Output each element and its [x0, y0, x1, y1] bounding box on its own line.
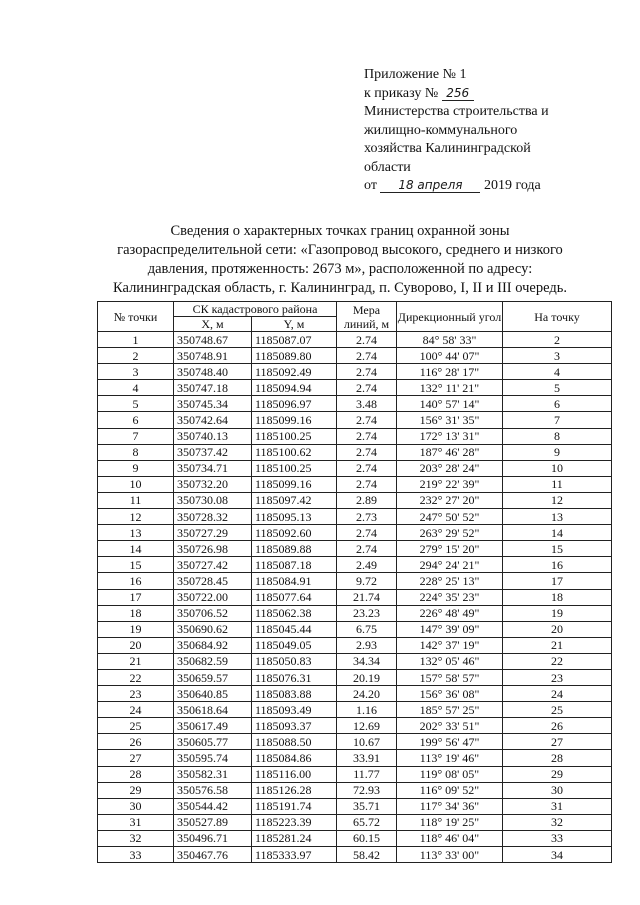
- cell-point: 14: [98, 541, 174, 557]
- header-point-number: № точки: [98, 302, 174, 332]
- table-row: [98, 380, 612, 396]
- cell-y: 1185089.80: [252, 348, 337, 364]
- cell-direction: 117° 34' 36": [397, 798, 503, 814]
- cell-point: 21: [98, 653, 174, 669]
- table-row: [98, 734, 612, 750]
- cell-to-point: 7: [503, 412, 612, 428]
- table-row: [98, 637, 612, 653]
- cell-y: 1185084.86: [252, 750, 337, 766]
- cell-y: 1185100.62: [252, 444, 337, 460]
- cell-to-point: 23: [503, 669, 612, 685]
- table-row: [98, 814, 612, 830]
- cell-point: 28: [98, 766, 174, 782]
- cell-to-point: 25: [503, 702, 612, 718]
- ministry-line-4: области: [364, 159, 411, 175]
- cell-y: 1185062.38: [252, 605, 337, 621]
- cell-y: 1185093.37: [252, 718, 337, 734]
- cell-point: 9: [98, 460, 174, 476]
- cell-x: 350576.58: [174, 782, 252, 798]
- cell-x: 350740.13: [174, 428, 252, 444]
- cell-measure: 2.74: [337, 525, 397, 541]
- cell-measure: 60.15: [337, 830, 397, 846]
- cell-direction: 185° 57' 25": [397, 702, 503, 718]
- cell-y: 1185333.97: [252, 847, 337, 863]
- cell-x: 350617.49: [174, 718, 252, 734]
- cell-measure: 2.74: [337, 348, 397, 364]
- cell-to-point: 18: [503, 589, 612, 605]
- cell-measure: 2.74: [337, 444, 397, 460]
- cell-point: 29: [98, 782, 174, 798]
- header-line-measure: Мера линий, м: [337, 302, 397, 332]
- cell-point: 13: [98, 525, 174, 541]
- cell-point: 5: [98, 396, 174, 412]
- cell-x: 350747.18: [174, 380, 252, 396]
- cell-point: 23: [98, 686, 174, 702]
- cell-y: 1185093.49: [252, 702, 337, 718]
- cell-direction: 119° 08' 05": [397, 766, 503, 782]
- table-row: [98, 653, 612, 669]
- cell-direction: 116° 28' 17": [397, 364, 503, 380]
- table-row: [98, 412, 612, 428]
- title-line-2: газораспределительной сети: «Газопровод высокого, среднего и низкого: [117, 242, 563, 258]
- cell-point: 18: [98, 605, 174, 621]
- cell-x: 350682.59: [174, 653, 252, 669]
- cell-y: 1185099.16: [252, 476, 337, 492]
- cell-x: 350605.77: [174, 734, 252, 750]
- cell-x: 350728.45: [174, 573, 252, 589]
- cell-point: 15: [98, 557, 174, 573]
- header-cadastral-system: СК кадастрового района: [174, 302, 337, 317]
- cell-y: 1185087.18: [252, 557, 337, 573]
- cell-y: 1185092.60: [252, 525, 337, 541]
- cell-x: 350728.32: [174, 509, 252, 525]
- cell-direction: 219° 22' 39": [397, 476, 503, 492]
- cell-y: 1185092.49: [252, 364, 337, 380]
- cell-direction: 187° 46' 28": [397, 444, 503, 460]
- appendix-block: [364, 66, 614, 196]
- cell-measure: 2.74: [337, 380, 397, 396]
- cell-direction: 199° 56' 47": [397, 734, 503, 750]
- cell-x: 350742.64: [174, 412, 252, 428]
- table-body: [98, 332, 612, 863]
- title-line-3: давления, протяженность: 2673 м», расположенной по адресу:: [147, 261, 533, 277]
- table-row: [98, 718, 612, 734]
- table-row: [98, 557, 612, 573]
- cell-x: 350734.71: [174, 460, 252, 476]
- cell-direction: 142° 37' 19": [397, 637, 503, 653]
- cell-point: 27: [98, 750, 174, 766]
- cell-y: 1185088.50: [252, 734, 337, 750]
- cell-point: 7: [98, 428, 174, 444]
- cell-measure: 35.71: [337, 798, 397, 814]
- cell-to-point: 10: [503, 460, 612, 476]
- cell-x: 350748.40: [174, 364, 252, 380]
- cell-to-point: 27: [503, 734, 612, 750]
- cell-direction: 228° 25' 13": [397, 573, 503, 589]
- table-row: [98, 766, 612, 782]
- cell-point: 6: [98, 412, 174, 428]
- cell-to-point: 29: [503, 766, 612, 782]
- cell-y: 1185126.28: [252, 782, 337, 798]
- cell-direction: 140° 57' 14": [397, 396, 503, 412]
- cell-measure: 12.69: [337, 718, 397, 734]
- cell-x: 350582.31: [174, 766, 252, 782]
- cell-point: 33: [98, 847, 174, 863]
- cell-measure: 10.67: [337, 734, 397, 750]
- table-row: [98, 396, 612, 412]
- cell-to-point: 14: [503, 525, 612, 541]
- cell-to-point: 2: [503, 332, 612, 348]
- cell-direction: 113° 33' 00": [397, 847, 503, 863]
- header-x: X, м: [174, 317, 252, 332]
- order-prefix: к приказу №: [364, 85, 439, 101]
- cell-y: 1185087.07: [252, 332, 337, 348]
- cell-x: 350732.20: [174, 476, 252, 492]
- cell-point: 31: [98, 814, 174, 830]
- cell-measure: 24.20: [337, 686, 397, 702]
- cell-x: 350727.42: [174, 557, 252, 573]
- cell-measure: 1.16: [337, 702, 397, 718]
- cell-x: 350745.34: [174, 396, 252, 412]
- cell-x: 350527.89: [174, 814, 252, 830]
- ministry-line-1: Министерства строительства и: [364, 104, 549, 119]
- cell-measure: 2.73: [337, 509, 397, 525]
- cell-to-point: 24: [503, 686, 612, 702]
- cell-point: 19: [98, 621, 174, 637]
- cell-to-point: 9: [503, 444, 612, 460]
- table-row: [98, 686, 612, 702]
- cell-point: 16: [98, 573, 174, 589]
- table-row: [98, 541, 612, 557]
- cell-x: 350618.64: [174, 702, 252, 718]
- cell-measure: 20.19: [337, 669, 397, 685]
- cell-x: 350659.57: [174, 669, 252, 685]
- cell-y: 1185096.97: [252, 396, 337, 412]
- cell-point: 20: [98, 637, 174, 653]
- cell-point: 17: [98, 589, 174, 605]
- cell-point: 24: [98, 702, 174, 718]
- cell-measure: 58.42: [337, 847, 397, 863]
- cell-x: 350684.92: [174, 637, 252, 653]
- table-row: [98, 492, 612, 508]
- cell-x: 350748.91: [174, 348, 252, 364]
- cell-y: 1185094.94: [252, 380, 337, 396]
- cell-to-point: 3: [503, 348, 612, 364]
- cell-direction: 100° 44' 07": [397, 348, 503, 364]
- cell-direction: 294° 24' 21": [397, 557, 503, 573]
- cell-to-point: 30: [503, 782, 612, 798]
- cell-x: 350496.71: [174, 830, 252, 846]
- cell-direction: 224° 35' 23": [397, 589, 503, 605]
- table-row: [98, 847, 612, 863]
- appendix-title: Приложение № 1: [364, 67, 467, 82]
- table-row: [98, 750, 612, 766]
- cell-point: 1: [98, 332, 174, 348]
- cell-direction: 263° 29' 52": [397, 525, 503, 541]
- cell-y: 1185095.13: [252, 509, 337, 525]
- cell-measure: 2.74: [337, 332, 397, 348]
- cell-direction: 116° 09' 52": [397, 782, 503, 798]
- cell-measure: 2.89: [337, 492, 397, 508]
- cell-direction: 113° 19' 46": [397, 750, 503, 766]
- cell-direction: 172° 13' 31": [397, 428, 503, 444]
- cell-measure: 2.74: [337, 541, 397, 557]
- cell-y: 1185099.16: [252, 412, 337, 428]
- header-to-point: На точку: [503, 302, 612, 332]
- table-row: [98, 605, 612, 621]
- table-row: [98, 525, 612, 541]
- table-row: [98, 364, 612, 380]
- table-row: [98, 428, 612, 444]
- cell-y: 1185116.00: [252, 766, 337, 782]
- cell-to-point: 8: [503, 428, 612, 444]
- cell-y: 1185045.44: [252, 621, 337, 637]
- cell-direction: 232° 27' 20": [397, 492, 503, 508]
- cell-x: 350722.00: [174, 589, 252, 605]
- cell-measure: 2.74: [337, 476, 397, 492]
- cell-to-point: 19: [503, 605, 612, 621]
- cell-measure: 65.72: [337, 814, 397, 830]
- cell-point: 3: [98, 364, 174, 380]
- header-y: Y, м: [252, 317, 337, 332]
- cell-direction: 279° 15' 20": [397, 541, 503, 557]
- boundary-points-table: [97, 301, 612, 863]
- cell-measure: 34.34: [337, 653, 397, 669]
- cell-direction: 157° 58' 57": [397, 669, 503, 685]
- cell-measure: 21.74: [337, 589, 397, 605]
- cell-direction: 156° 31' 35": [397, 412, 503, 428]
- cell-direction: 84° 58' 33": [397, 332, 503, 348]
- cell-to-point: 12: [503, 492, 612, 508]
- table-row: [98, 509, 612, 525]
- cell-direction: 118° 46' 04": [397, 830, 503, 846]
- cell-to-point: 21: [503, 637, 612, 653]
- header-direction-angle: Дирекционный угол: [397, 302, 503, 332]
- cell-to-point: 22: [503, 653, 612, 669]
- table-row: [98, 798, 612, 814]
- cell-y: 1185089.88: [252, 541, 337, 557]
- cell-point: 4: [98, 380, 174, 396]
- cell-to-point: 11: [503, 476, 612, 492]
- cell-to-point: 16: [503, 557, 612, 573]
- date-prefix: от: [364, 178, 377, 193]
- ministry-line-2: жилищно-коммунального: [364, 122, 518, 138]
- cell-y: 1185100.25: [252, 460, 337, 476]
- cell-x: 350706.52: [174, 605, 252, 621]
- cell-direction: 202° 33' 51": [397, 718, 503, 734]
- cell-x: 350730.08: [174, 492, 252, 508]
- cell-x: 350640.85: [174, 686, 252, 702]
- cell-to-point: 32: [503, 814, 612, 830]
- cell-y: 1185084.91: [252, 573, 337, 589]
- cell-point: 10: [98, 476, 174, 492]
- cell-x: 350595.74: [174, 750, 252, 766]
- cell-to-point: 34: [503, 847, 612, 863]
- cell-direction: 132° 11' 21": [397, 380, 503, 396]
- cell-x: 350737.42: [174, 444, 252, 460]
- cell-x: 350726.98: [174, 541, 252, 557]
- cell-y: 1185083.88: [252, 686, 337, 702]
- cell-measure: 2.74: [337, 428, 397, 444]
- order-number-handwritten: 256: [442, 86, 474, 101]
- cell-point: 22: [98, 669, 174, 685]
- cell-y: 1185281.24: [252, 830, 337, 846]
- cell-point: 2: [98, 348, 174, 364]
- ministry-line-3: хозяйства Калининградской: [364, 141, 531, 156]
- cell-measure: 33.91: [337, 750, 397, 766]
- cell-measure: 2.93: [337, 637, 397, 653]
- table-row: [98, 669, 612, 685]
- cell-to-point: 28: [503, 750, 612, 766]
- cell-x: 350690.62: [174, 621, 252, 637]
- cell-point: 30: [98, 798, 174, 814]
- cell-direction: 147° 39' 09": [397, 621, 503, 637]
- cell-x: 350544.42: [174, 798, 252, 814]
- date-suffix: 2019 года: [483, 178, 541, 193]
- cell-to-point: 5: [503, 380, 612, 396]
- table-row: [98, 589, 612, 605]
- cell-to-point: 4: [503, 364, 612, 380]
- cell-direction: 247° 50' 52": [397, 509, 503, 525]
- cell-measure: 11.77: [337, 766, 397, 782]
- cell-y: 1185100.25: [252, 428, 337, 444]
- cell-point: 8: [98, 444, 174, 460]
- cell-measure: 2.49: [337, 557, 397, 573]
- cell-point: 12: [98, 509, 174, 525]
- cell-direction: 118° 19' 25": [397, 814, 503, 830]
- cell-measure: 2.74: [337, 364, 397, 380]
- table-row: [98, 444, 612, 460]
- cell-to-point: 6: [503, 396, 612, 412]
- title-line-1: Сведения о характерных точках границ охранной зоны: [170, 223, 510, 239]
- cell-to-point: 13: [503, 509, 612, 525]
- cell-to-point: 17: [503, 573, 612, 589]
- cell-point: 26: [98, 734, 174, 750]
- cell-measure: 2.74: [337, 460, 397, 476]
- cell-measure: 23.23: [337, 605, 397, 621]
- table-row: [98, 702, 612, 718]
- table-row: [98, 348, 612, 364]
- cell-x: 350727.29: [174, 525, 252, 541]
- cell-y: 1185223.39: [252, 814, 337, 830]
- table-row: [98, 573, 612, 589]
- cell-y: 1185077.64: [252, 589, 337, 605]
- cell-measure: 6.75: [337, 621, 397, 637]
- cell-y: 1185191.74: [252, 798, 337, 814]
- cell-measure: 9.72: [337, 573, 397, 589]
- cell-to-point: 26: [503, 718, 612, 734]
- table-row: [98, 621, 612, 637]
- cell-point: 32: [98, 830, 174, 846]
- cell-point: 25: [98, 718, 174, 734]
- cell-to-point: 15: [503, 541, 612, 557]
- cell-y: 1185076.31: [252, 669, 337, 685]
- cell-point: 11: [98, 492, 174, 508]
- cell-direction: 203° 28' 24": [397, 460, 503, 476]
- cell-to-point: 31: [503, 798, 612, 814]
- cell-x: 350467.76: [174, 847, 252, 863]
- date-line: [364, 177, 614, 196]
- cell-measure: 2.74: [337, 412, 397, 428]
- cell-measure: 3.48: [337, 396, 397, 412]
- document-title: [70, 222, 610, 298]
- table-row: [98, 830, 612, 846]
- table-row: [98, 476, 612, 492]
- title-line-4: Калининградская область, г. Калининград, п. Суворово, I, II и III очередь.: [113, 280, 567, 296]
- cell-to-point: 33: [503, 830, 612, 846]
- table-row: [98, 782, 612, 798]
- cell-to-point: 20: [503, 621, 612, 637]
- cell-y: 1185097.42: [252, 492, 337, 508]
- table-row: [98, 460, 612, 476]
- date-handwritten: 18 апреля: [380, 178, 480, 193]
- cell-direction: 156° 36' 08": [397, 686, 503, 702]
- cell-x: 350748.67: [174, 332, 252, 348]
- cell-direction: 226° 48' 49": [397, 605, 503, 621]
- order-line: [364, 85, 614, 104]
- cell-measure: 72.93: [337, 782, 397, 798]
- table-row: [98, 332, 612, 348]
- cell-y: 1185049.05: [252, 637, 337, 653]
- cell-direction: 132° 05' 46": [397, 653, 503, 669]
- cell-y: 1185050.83: [252, 653, 337, 669]
